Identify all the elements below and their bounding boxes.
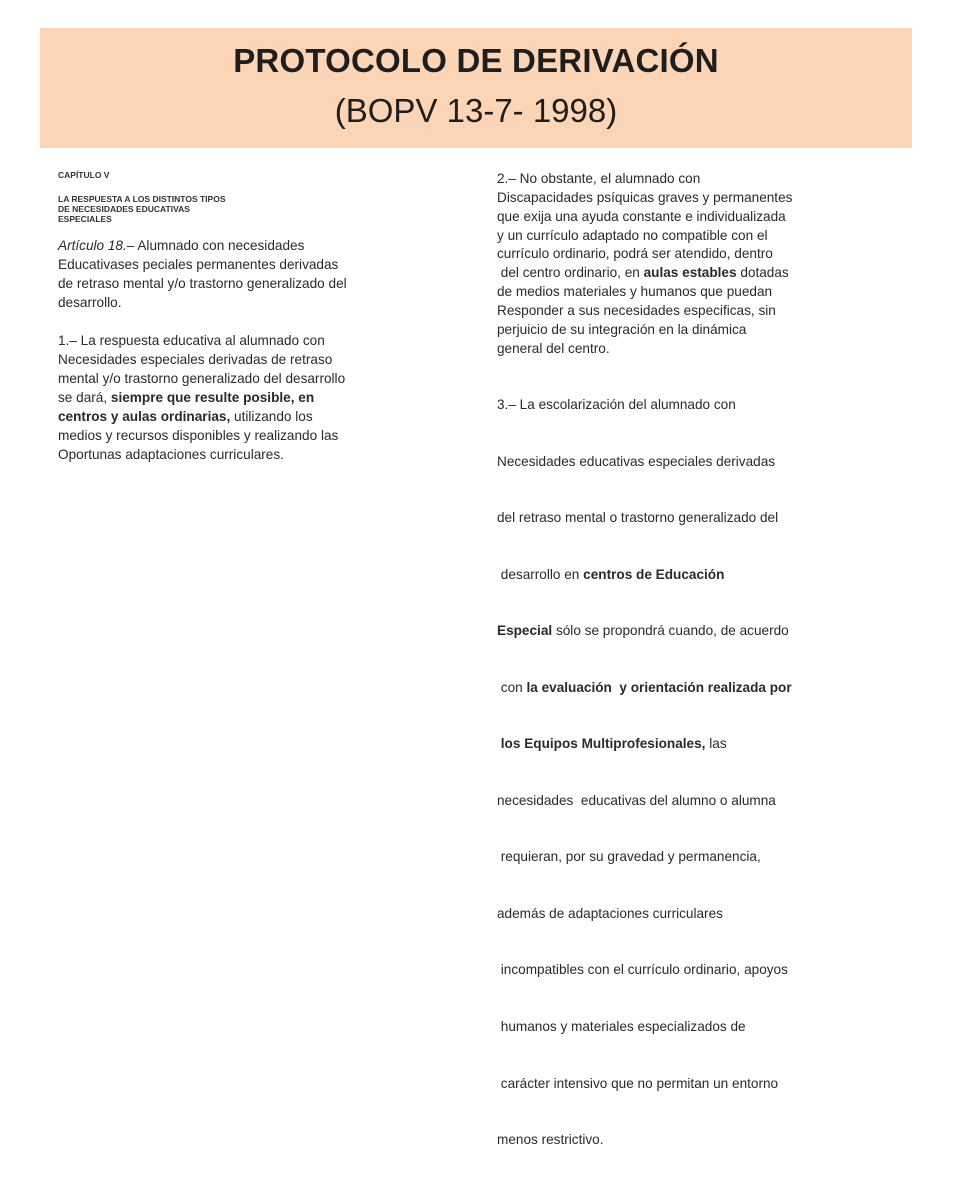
paragraph-1-line: mental y/o trastorno generalizado del desarrollo: [58, 371, 346, 386]
chapter-heading-line: LA RESPUESTA A LOS DISTINTOS TIPOS: [58, 194, 226, 204]
paragraph-1-line: 1.– La respuesta educativa al alumnado con: [58, 333, 325, 348]
paragraph-2-line: currículo ordinario, podrá ser atendido, dentro: [497, 246, 773, 262]
article-18: [58, 236, 418, 464]
paragraph-2-line: 2.– No obstante, el alumnado con: [497, 171, 701, 186]
paragraph-3-line: Necesidades educativas especiales derivadas: [497, 453, 776, 469]
paragraph-3: [497, 358, 897, 1187]
paragraph-3-line: los Equipos Multiprofesionales, las: [497, 736, 727, 752]
paragraph-3-line: con la evaluación y orientación realizada por: [497, 679, 792, 695]
chapter-heading-line: ESPECIALES: [58, 214, 112, 224]
paragraph-2-line: general del centro.: [497, 340, 610, 356]
title-banner: [40, 28, 912, 148]
paragraph-2-line: perjuicio de su integración en la dinámica: [497, 321, 747, 337]
chapter-label: [58, 170, 418, 180]
paragraph-1-line: centros y aulas ordinarias, utilizando los: [58, 409, 313, 424]
chapter-heading-line: DE NECESIDADES EDUCATIVAS: [58, 204, 190, 214]
paragraph-3-line: necesidades educativas del alumno o alumna: [497, 792, 776, 808]
paragraph-1-line: Necesidades especiales derivadas de retraso: [58, 352, 333, 367]
paragraph-2-line: del centro ordinario, en aulas estables dotadas: [497, 265, 789, 281]
paragraph-2-line: y un currículo adaptado no compatible con el: [497, 227, 768, 243]
left-column: [58, 170, 418, 464]
page-subtitle: (BOPV 13-7- 1998): [334, 92, 618, 129]
paragraph-3-line: del retraso mental o trastorno generalizado del: [497, 510, 779, 526]
paragraph-2: [497, 170, 897, 358]
right-column: [497, 170, 897, 1188]
paragraph-3-line: Especial sólo se propondrá cuando, de acuerdo: [497, 623, 789, 639]
article-line: de retraso mental y/o trastorno generalizado del: [58, 276, 347, 291]
paragraph-3-line: carácter intensivo que no permitan un entorno: [497, 1075, 779, 1091]
paragraph-1-line: se dará, siempre que resulte posible, en: [58, 390, 315, 405]
chapter-text: CAPÍTULO V: [58, 170, 110, 180]
paragraph-3-line: 3.– La escolarización del alumnado con: [497, 397, 736, 413]
paragraph-1-line: medios y recursos disponibles y realizando las: [58, 428, 339, 443]
paragraph-2-line: que exija una ayuda constante e individualizada: [497, 208, 786, 224]
article-line: desarrollo.: [58, 295, 122, 310]
paragraph-2-line: de medios materiales y humanos que puedan: [497, 284, 773, 300]
article-line: Educativases peciales permanentes derivadas: [58, 257, 339, 272]
article-line: Artículo 18.– Alumnado con necesidades: [58, 238, 305, 253]
paragraph-3-line: desarrollo en centros de Educación: [497, 566, 725, 582]
paragraph-2-line: Discapacidades psíquicas graves y permanentes: [497, 189, 793, 205]
article-label: Artículo 18.: [58, 238, 127, 253]
paragraph-3-line: además de adaptaciones curriculares: [497, 905, 723, 921]
page-title: PROTOCOLO DE DERIVACIÓN: [233, 42, 719, 79]
paragraph-3-line: humanos y materiales especializados de: [497, 1018, 746, 1034]
paragraph-2-line: Responder a sus necesidades especificas, sin: [497, 302, 776, 318]
chapter-heading: [58, 194, 418, 224]
paragraph-1-line: Oportunas adaptaciones curriculares.: [58, 447, 284, 462]
paragraph-3-line: incompatibles con el currículo ordinario, apoyos: [497, 962, 788, 978]
paragraph-3-line: requieran, por su gravedad y permanencia,: [497, 849, 761, 865]
paragraph-3-line: menos restrictivo.: [497, 1132, 604, 1148]
